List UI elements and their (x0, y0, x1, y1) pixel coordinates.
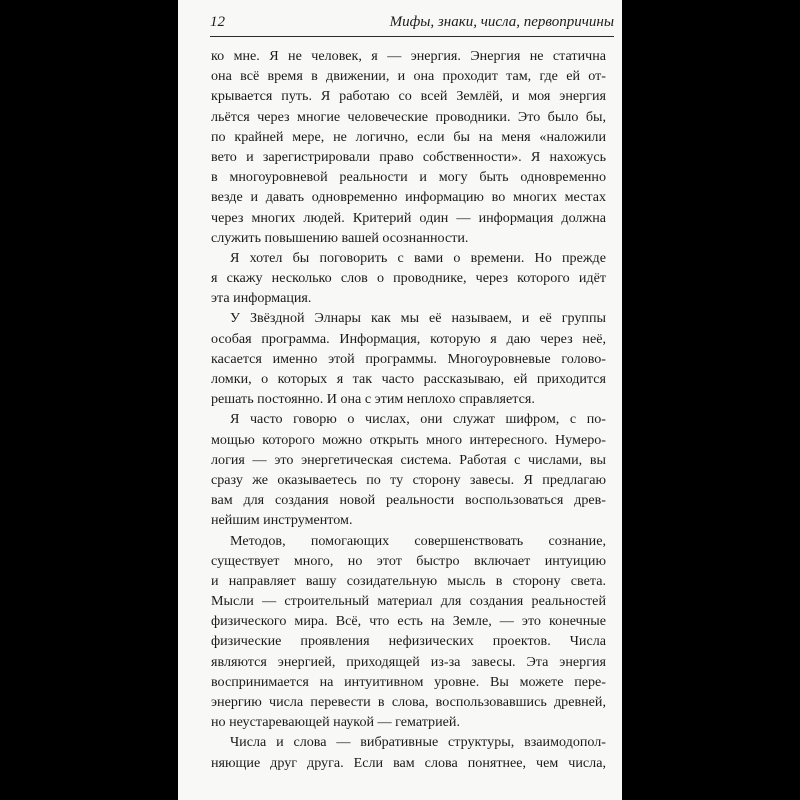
text-line: сразу же оказываетесь по ту сторону завесы. Я предлагаю (211, 471, 606, 488)
text-line: через многих людей. Критерий один — информация должна (211, 209, 606, 226)
text-line: мощью которого можно открыть много интересного. Нумеро- (211, 431, 606, 448)
text-line: льётся через многие человеческие проводники. Это было бы, (211, 108, 606, 125)
text-line: физические проявления нефизических проектов. Числа (211, 633, 606, 650)
text-line: няющие друг друга. Если вам слова понятнее, чем числа, (211, 754, 606, 771)
text-line: Я хотел бы поговорить с вами о времени. Но прежде (230, 249, 606, 266)
paragraph (211, 409, 606, 530)
text-line: энергию числа перевести в слова, воспользовавшись древней, (211, 694, 606, 710)
text-line: нейшим инструментом. (211, 512, 353, 529)
text-line: Мысли — строительный материал для создания реальностей (211, 593, 606, 610)
text-line: везде и давать одновременно информацию во многих местах (211, 189, 606, 206)
scan-border-left (0, 0, 178, 800)
paragraph (211, 46, 606, 248)
text-line: ломки, о которых я так часто рассказываю, ей приходится (211, 371, 606, 387)
text-line: она всё время в движении, и она проходит там, где ей от- (211, 68, 606, 85)
running-head (210, 14, 618, 34)
text-line: касается именно этой программы. Многоуровневые голово- (211, 350, 606, 367)
running-title: Мифы, знаки, числа, первопричины (389, 14, 614, 30)
paragraph (211, 308, 606, 409)
text-line: У Звёздной Элнары как мы её называем, и её группы (230, 310, 606, 327)
text-line: Числа и слова — вибративные структуры, взаимодопол- (230, 734, 606, 751)
text-line: эта информация. (211, 290, 312, 307)
text-line: Я часто говорю о числах, они служат шифром, с по- (230, 411, 606, 428)
body-text (211, 46, 606, 773)
text-line: ко мне. Я не человек, я — энергия. Энергия не статична (211, 48, 606, 64)
text-line: я скажу несколько слов о проводнике, через которого идёт (211, 270, 606, 287)
paragraph (211, 732, 606, 772)
text-line: Методов, помогающих совершенствовать сознание, (230, 532, 606, 549)
text-line: существует много, но этот быстро включает интуицию (211, 552, 606, 569)
text-line: крывается путь. Я работаю со всей Землёй, и моя энергия (211, 88, 606, 105)
text-line: служить повышению вашей осознанности. (211, 229, 469, 246)
text-line: и направляет вашу созидательную мысль в сторону света. (211, 572, 606, 589)
text-line: вам для создания новой реальности воспользоваться древ- (211, 492, 606, 509)
paragraph (211, 531, 606, 733)
text-line: воспринимается на интуитивном уровне. Вы можете пере- (211, 673, 606, 690)
text-line: вето и зарегистрировали право собственности». Я нахожусь (211, 148, 606, 165)
text-line: но неустаревающей наукой — гематрией. (211, 714, 460, 731)
book-page (178, 0, 622, 800)
text-line: решать постоянно. И она с этим неплохо справляется. (211, 391, 535, 408)
text-line: являются энергией, приходящей из-за завесы. Эта энергия (211, 653, 606, 670)
text-line: логия — это энергетическая система. Работая с числами, вы (211, 451, 606, 468)
text-line: по крайней мере, не логично, если бы на меня «наложили (211, 128, 606, 145)
page-number: 12 (210, 14, 225, 30)
text-line: в многоуровневой реальности и могу быть одновременно (211, 169, 606, 186)
text-line: особая программа. Информация, которую я даю через неё, (211, 330, 606, 347)
scan-border-right (622, 0, 800, 800)
header-rule (210, 36, 614, 37)
paragraph (211, 248, 606, 309)
text-line: физического мира. Всё, что есть на Земле, — это конечные (211, 613, 606, 630)
